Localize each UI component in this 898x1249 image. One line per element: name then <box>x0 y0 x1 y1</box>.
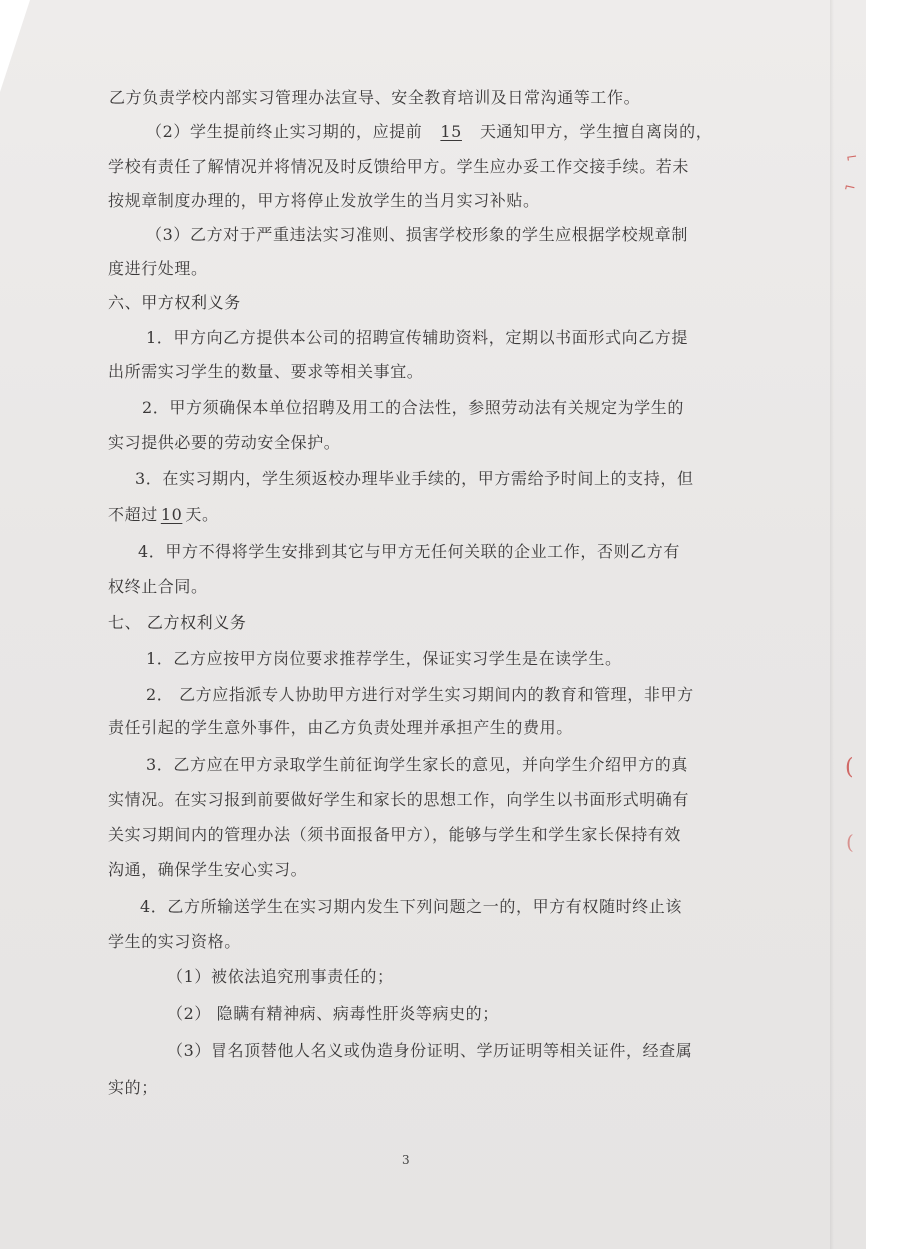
text-line: 4．甲方不得将学生安排到其它与甲方无任何关联的企业工作，否则乙方有 <box>138 542 680 561</box>
text-line: 学生的实习资格。 <box>108 932 241 951</box>
folded-corner <box>0 0 30 92</box>
clause-2-line-1 <box>146 122 712 142</box>
text-fragment: 天。 <box>185 505 219 524</box>
text-line: 1．甲方向乙方提供本公司的招聘宣传辅助资料，定期以书面形式向乙方提 <box>146 328 688 347</box>
seal-fragment-icon: ⌐ <box>842 178 858 198</box>
text-line: 学校有责任了解情况并将情况及时反馈给甲方。学生应办妥工作交接手续。若未 <box>108 157 690 176</box>
text-line: 沟通，确保学生安心实习。 <box>108 860 308 879</box>
page-edge-shadow <box>830 0 834 1249</box>
list-item: （2） 隐瞒有精神病、病毒性肝炎等病史的； <box>167 1004 499 1023</box>
list-item: （3）冒名顶替他人名义或伪造身份证明、学历证明等相关证件，经查属 <box>167 1041 693 1060</box>
text-line: 1．乙方应按甲方岗位要求推荐学生，保证实习学生是在读学生。 <box>146 649 622 668</box>
text-line: 度进行处理。 <box>108 259 208 278</box>
list-item: （1）被依法追究刑事责任的； <box>167 967 394 986</box>
text-line: （3）乙方对于严重违法实习准则、损害学校形象的学生应根据学校规章制 <box>146 225 688 244</box>
text-fragment: 天通知甲方，学生擅自离岗的， <box>479 122 713 141</box>
text-line: 实习提供必要的劳动安全保护。 <box>108 433 341 452</box>
text-fragment: （2）学生提前终止实习期的，应提前 <box>146 122 423 141</box>
text-line: 2． 乙方应指派专人协助甲方进行对学生实习期间内的教育和管理，非甲方 <box>146 685 694 704</box>
text-line: 权终止合同。 <box>108 577 208 596</box>
text-line: 责任引起的学生意外事件，由乙方负责处理并承担产生的费用。 <box>108 718 573 737</box>
max-days-value: 10 <box>160 505 183 524</box>
clause-6-3-line-2 <box>108 505 219 525</box>
section-6-title: 六、甲方权利义务 <box>108 293 241 312</box>
text-line: 3．乙方应在甲方录取学生前征询学生家长的意见，并向学生介绍甲方的真 <box>146 755 688 774</box>
text-line: 乙方负责学校内部实习管理办法宣导、安全教育培训及日常沟通等工作。 <box>109 88 641 107</box>
text-line: 关实习期间内的管理办法（须书面报备甲方），能够与学生和学生家长保持有效 <box>108 825 682 844</box>
text-fragment: 不超过 <box>108 505 158 524</box>
text-line: 实情况。在实习报到前要做好学生和家长的思想工作，向学生以书面形式明确有 <box>108 790 690 809</box>
section-7-title: 七、 乙方权利义务 <box>108 613 247 632</box>
seal-fragment-icon: ⌐ <box>844 149 859 167</box>
notice-days-value: 15 <box>440 122 462 141</box>
seal-fragment-icon: ( <box>846 830 854 854</box>
text-line: 按规章制度办理的，甲方将停止发放学生的当月实习补贴。 <box>108 191 540 210</box>
page-number: 3 <box>402 1153 410 1167</box>
seal-fragment-icon: ( <box>845 755 854 780</box>
text-line: 4．乙方所输送学生在实习期内发生下列问题之一的，甲方有权随时终止该 <box>140 897 682 916</box>
text-line: 实的； <box>108 1078 158 1097</box>
text-line: 2．甲方须确保本单位招聘及用工的合法性，参照劳动法有关规定为学生的 <box>142 398 684 417</box>
text-line: 3．在实习期内，学生须返校办理毕业手续的，甲方需给予时间上的支持，但 <box>135 469 694 488</box>
text-line: 出所需实习学生的数量、要求等相关事宜。 <box>108 362 424 381</box>
